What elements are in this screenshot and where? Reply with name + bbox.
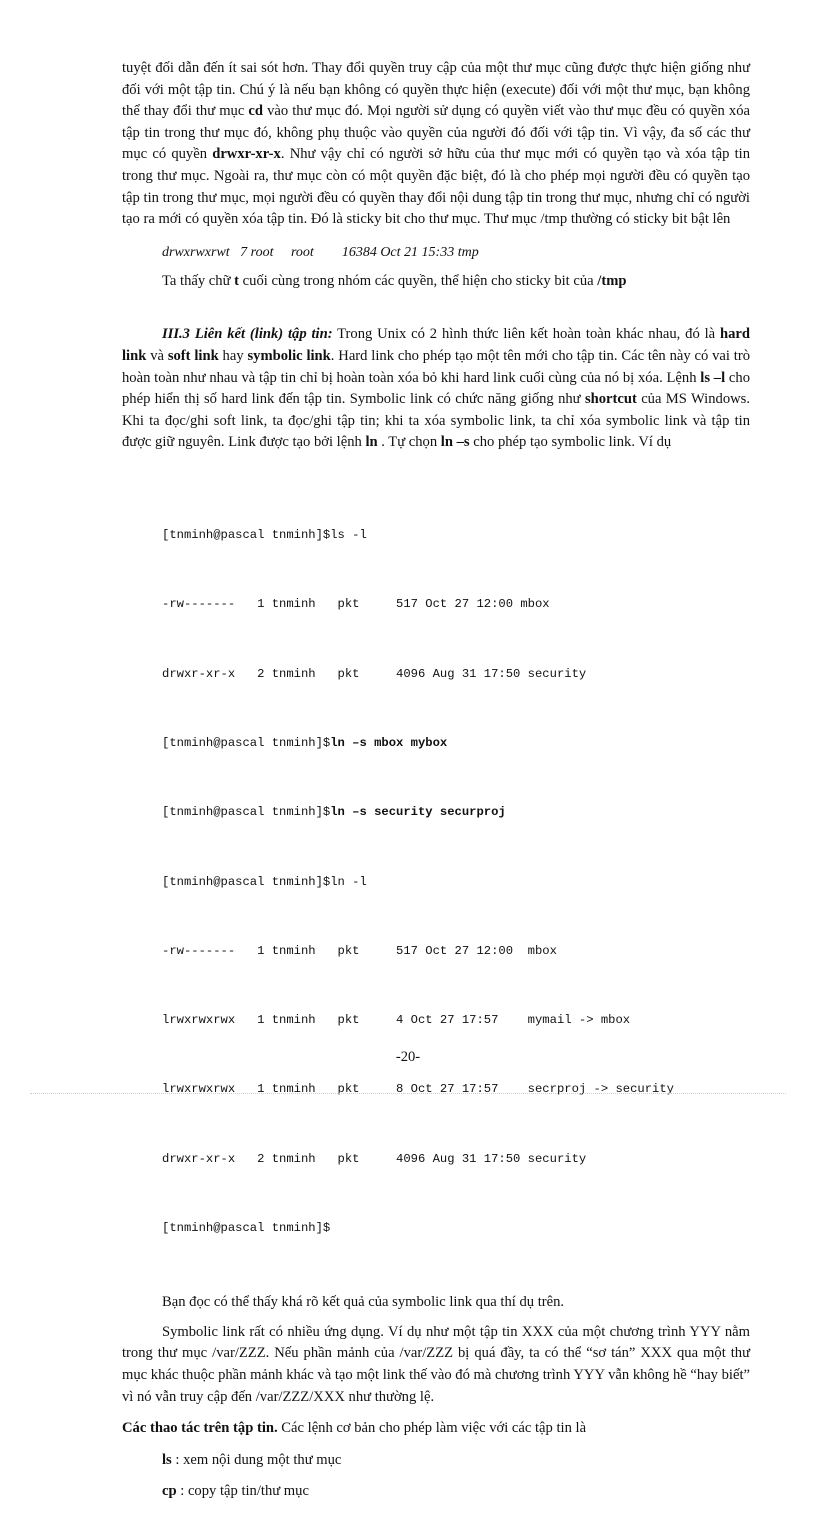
bold-term: hard link — [122, 326, 750, 364]
bold-term: soft link — [167, 347, 219, 364]
bold-term: drwxr-xr-x — [212, 146, 281, 163]
text-run: cuối cùng trong nhóm các quyền, thể hiện cho sticky bit của — [239, 272, 598, 289]
footer-divider — [30, 1093, 786, 1094]
code-line: -rw------- 1 tnminh pkt 517 Oct 27 12:00 mbox — [162, 597, 550, 612]
text-run: . Như vậy chỉ có người sở hữu của thư mục mới có quyền tạo và xóa tập tin trong thư mục. Ngoài ra, thư mục còn có một quyền đặc biệt, đó là cho phép mọi người đều có quyền tạo tập tin trong thư mục, mọi người đều có quyền thay đổi nội dung tập tin trong thư mục, nhưng chỉ có người tạo ra mới có quyền xóa tập tin. Đó là sticky bit cho thư mục. Thư mục /tmp thường có sticky bit bật lên — [122, 146, 750, 228]
paragraph-sticky-bit — [122, 271, 750, 293]
paragraph-permissions — [122, 58, 750, 231]
section-links — [122, 324, 750, 454]
paragraph-reader-note: Bạn đọc có thể thấy khá rõ kết quả của symbolic link qua thí dụ trên. — [162, 1294, 565, 1311]
code-line: [tnminh@pascal tnminh]$ — [162, 1220, 331, 1235]
ops-heading: Các thao tác trên tập tin. — [122, 1420, 278, 1437]
bold-term: ls –l — [700, 369, 726, 386]
text-run: tuyệt đối dẫn đến ít sai sót hơn. Thay đổi quyền truy cập của một thư mục cũng được thực hiện giống như đối với một tập tin. Chú ý là nếu bạn không có quyền thực hiện (execute) đối với một thư mục, bạn không thể thay đổi thư mục — [122, 60, 750, 120]
code-line — [162, 732, 750, 755]
text-run: vào thư mục đó. Mọi người sử dụng có quyền viết vào thư mục đều có quyền xóa tập tin trong thư mục đó, không phụ thuộc vào quyền của người đó đối với tập tin. Vì vậy, đa số các thư mục có quyền — [122, 103, 750, 163]
shell-command: ln –s mbox mybox — [330, 735, 448, 750]
page-number: -20- — [395, 1049, 421, 1065]
code-line: [tnminh@pascal tnminh]$ls -l — [162, 528, 367, 543]
command-desc: : copy tập tin/thư mục — [176, 1483, 309, 1500]
bold-term: shortcut — [584, 391, 637, 408]
text-run: hay — [218, 347, 248, 364]
code-line: lrwxrwxrwx 1 tnminh pkt 4 Oct 27 17:57 mymail -> mbox — [162, 1013, 631, 1028]
code-line: drwxr-xr-x 2 tnminh pkt 4096 Aug 31 17:50 security — [162, 1151, 587, 1166]
text-run: Trong Unix có 2 hình thức liên kết hoàn toàn khác nhau, đó là — [332, 326, 720, 343]
bold-term: t — [234, 272, 240, 289]
code-line: [tnminh@pascal tnminh]$ln -l — [162, 874, 367, 889]
terminal-example — [122, 478, 750, 1286]
text-run: . Tự chọn — [377, 434, 441, 451]
bold-term: symbolic link — [247, 347, 331, 364]
bold-term: cd — [248, 103, 264, 120]
tmp-listing: drwxrwxrwt 7 root root 16384 Oct 21 15:33 tmp — [162, 244, 479, 260]
text-run: cho phép tạo symbolic link. Ví dụ — [469, 434, 672, 451]
text-run: Các lệnh cơ bản cho phép làm việc với các tập tin là — [277, 1420, 587, 1437]
command-name: ls — [162, 1451, 172, 1468]
paragraph-symlink-usage: Symbolic link rất có nhiều ứng dụng. Ví dụ như một tập tin XXX của một chương trình YYY nằm trong thư mục /var/ZZZ. Nếu phần mảnh của /var/ZZZ bị quá đầy, ta có thể “sơ tán” XXX qua một thư mục khác thuộc phần mảnh khác và tạo một link thế vào đó mà chương trình YYY vẫn không hề “hay biết” vì nó vẫn truy cập đến /var/ZZZ/XXX như thường lệ. — [122, 1323, 750, 1405]
list-item — [162, 1481, 750, 1503]
bold-term: ln — [365, 434, 378, 451]
shell-prompt: [tnminh@pascal tnminh]$ — [162, 735, 331, 750]
command-desc: : xem nội dung một thư mục — [171, 1451, 342, 1468]
text-run: của MS Windows. Khi ta đọc/ghi soft link, ta đọc/ghi tập tin; khi ta xóa symbolic link, ta chỉ xóa symbolic link và tập tin được giữ nguyên. Link được tạo bởi lệnh — [122, 391, 750, 451]
text-run: . Hard link cho phép tạo một tên mới cho tập tin. Các tên này có vai trò hoàn toàn như nhau và tập tin chỉ bị hoàn toàn xóa bỏ khi hard link cuối cùng của nó bị xóa. Lệnh — [122, 347, 750, 386]
command-list — [122, 1450, 750, 1503]
code-line: -rw------- 1 tnminh pkt 517 Oct 27 12:00 mbox — [162, 943, 557, 958]
text-run: và — [146, 347, 168, 364]
shell-prompt: [tnminh@pascal tnminh]$ — [162, 805, 331, 820]
section-heading: III.3 Liên kết (link) tập tin: — [162, 326, 333, 343]
list-item — [162, 1450, 750, 1472]
shell-command: ln –s security securproj — [330, 805, 506, 820]
document-page — [122, 58, 750, 1513]
code-line: drwxr-xr-x 2 tnminh pkt 4096 Aug 31 17:50 security — [162, 666, 587, 681]
paragraph-file-ops — [122, 1418, 750, 1440]
code-line: lrwxrwxrwx 1 tnminh pkt 8 Oct 27 17:57 secrproj -> security — [162, 1082, 674, 1097]
code-line — [162, 801, 750, 824]
command-name: cp — [162, 1483, 177, 1500]
text-run: cho phép hiển thị số hard link đến tập tin. Symbolic link có chức năng giống như — [122, 369, 751, 408]
text-run: Ta thấy chữ — [162, 272, 235, 289]
bold-term: /tmp — [597, 272, 627, 289]
bold-term: ln –s — [440, 434, 470, 451]
